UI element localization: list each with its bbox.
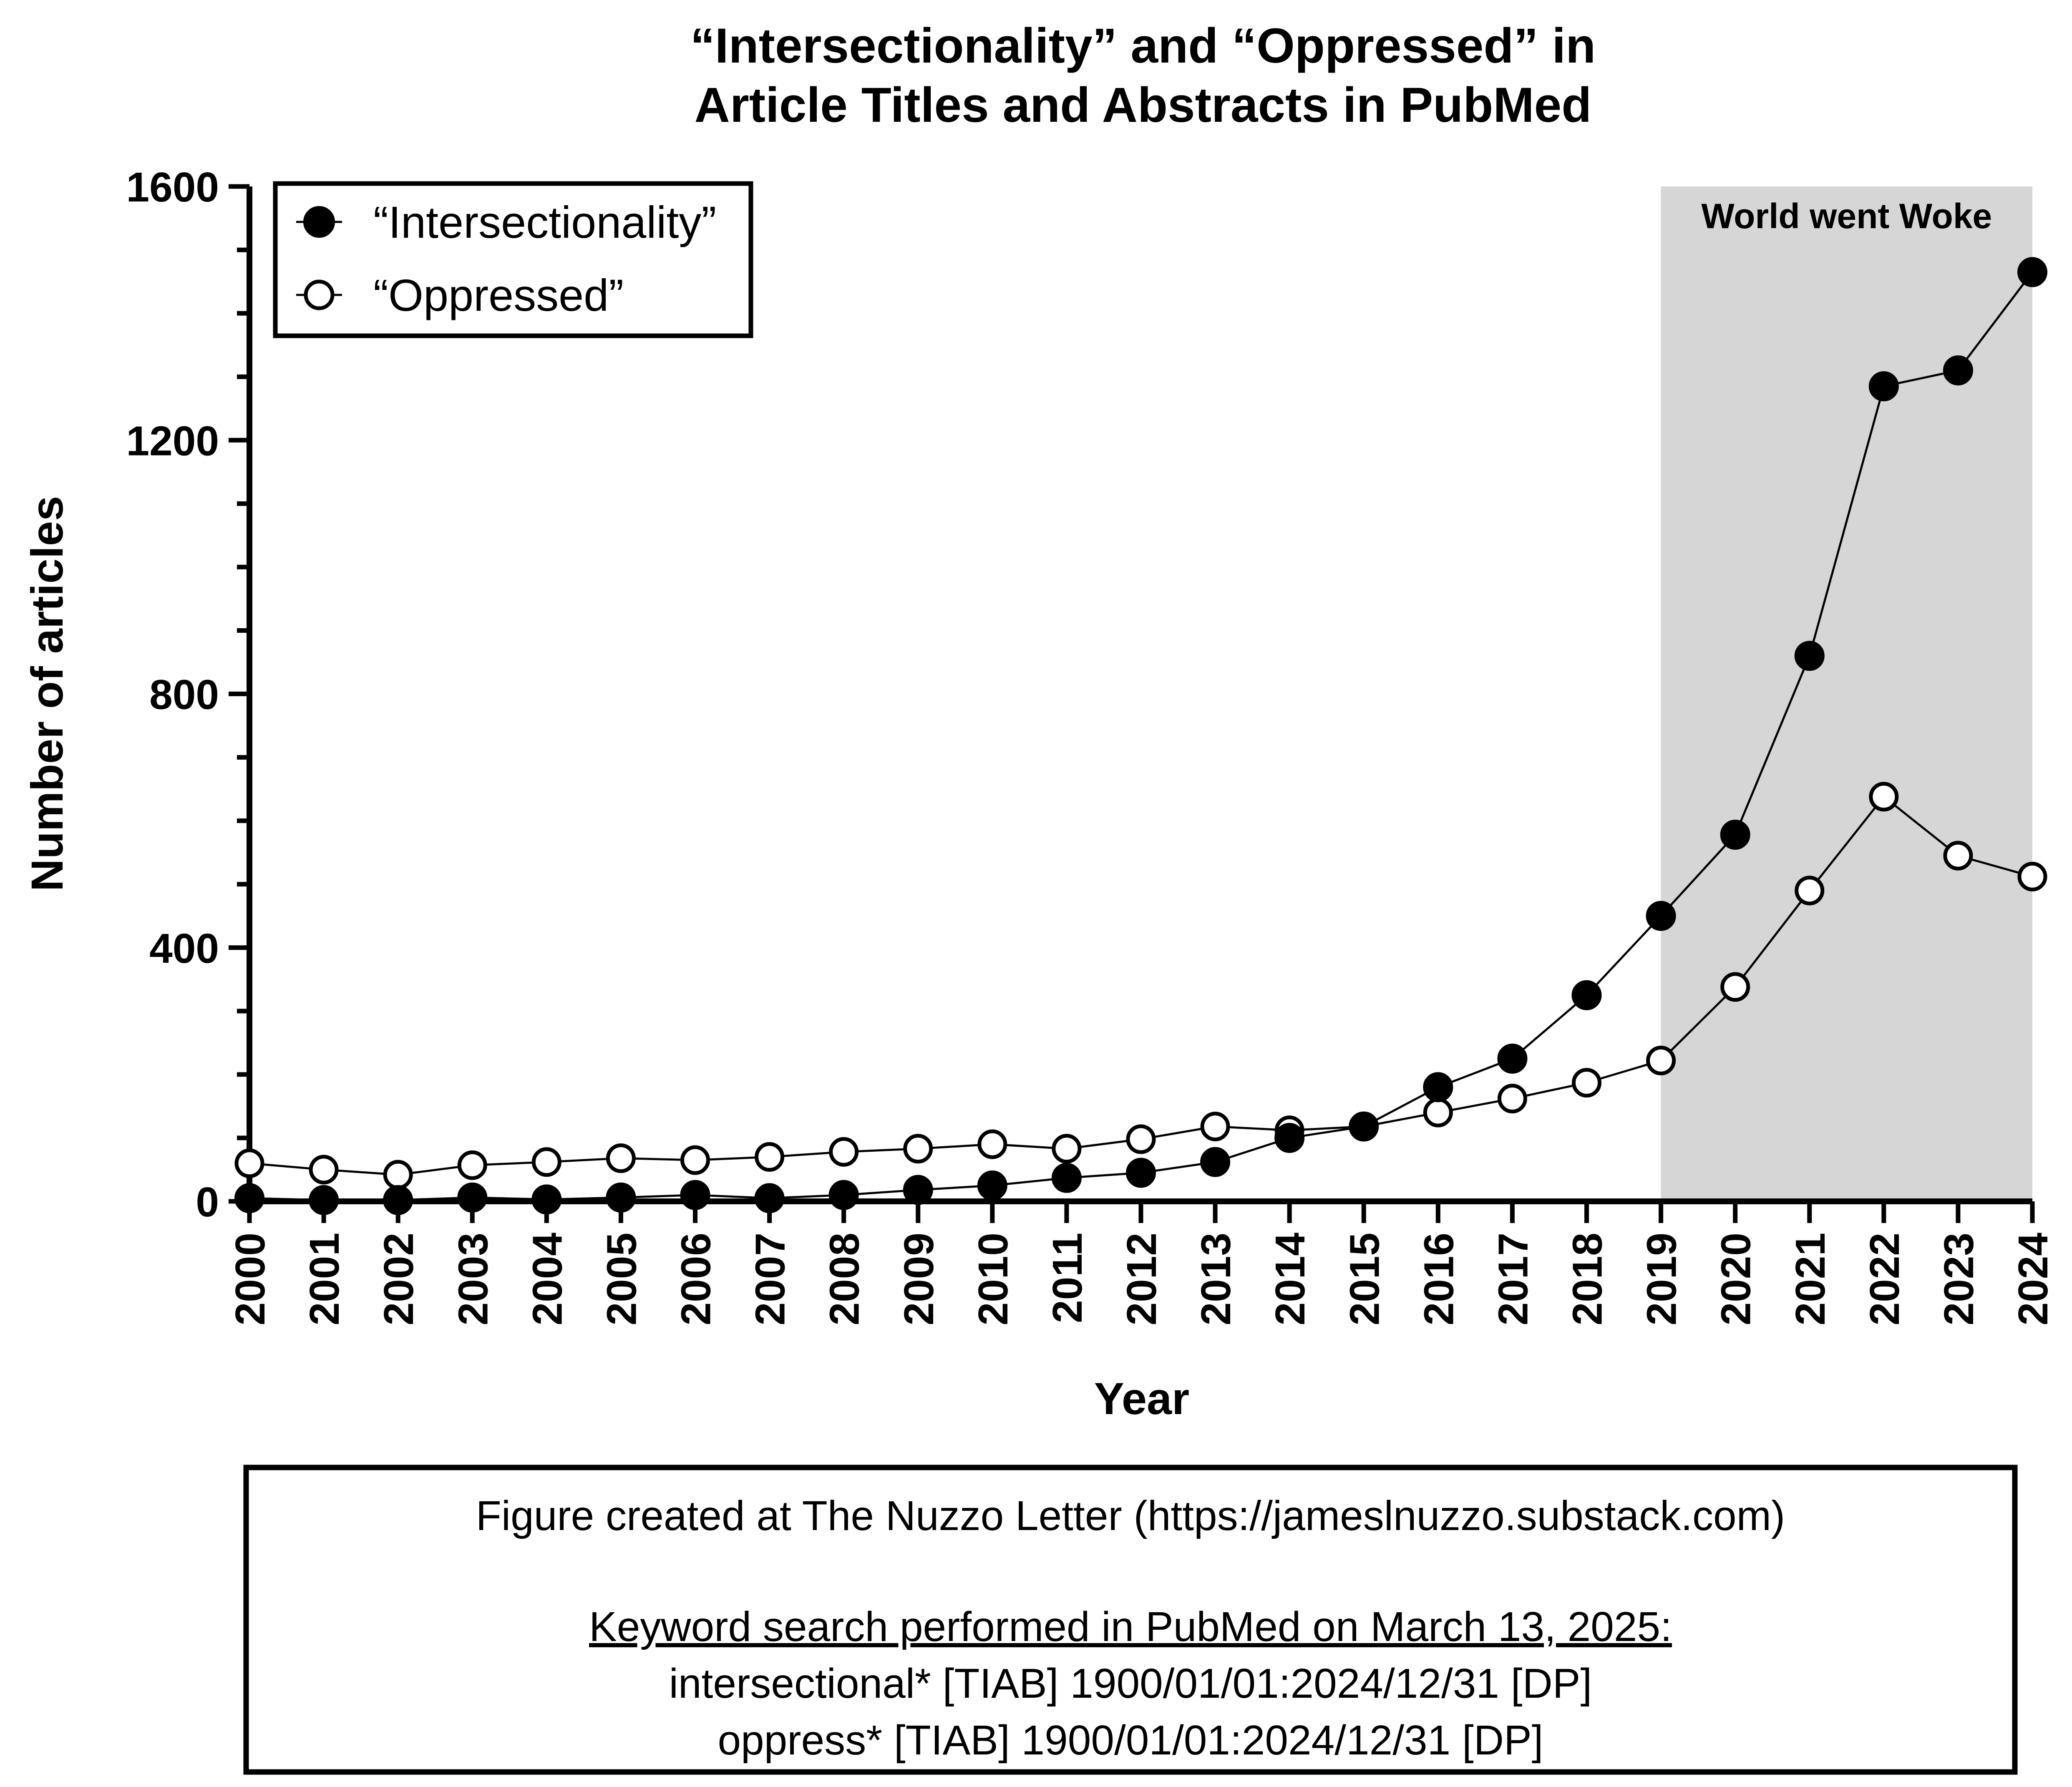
x-tick-label: 2019 — [1638, 1233, 1685, 1326]
shaded-region-world-went-woke — [1661, 186, 2032, 1201]
data-point-oppressed-2022 — [1871, 784, 1897, 810]
data-point-oppressed-2024 — [2019, 863, 2045, 889]
x-tick-label: 2009 — [895, 1233, 942, 1326]
x-tick-label: 2023 — [1935, 1233, 1982, 1326]
data-point-oppressed-2020 — [1722, 974, 1748, 1000]
data-point-oppressed-2010 — [979, 1131, 1005, 1157]
legend-oppressed-marker — [306, 282, 332, 308]
data-point-intersectionality-2021 — [1796, 642, 1823, 669]
data-point-intersectionality-2004 — [533, 1185, 560, 1213]
x-tick-label: 2006 — [672, 1233, 720, 1326]
x-tick-label: 2000 — [227, 1233, 274, 1326]
data-point-oppressed-2013 — [1202, 1114, 1228, 1140]
legend-intersectionality-marker — [305, 208, 333, 236]
data-point-oppressed-2007 — [757, 1144, 783, 1170]
data-point-intersectionality-2016 — [1424, 1073, 1452, 1101]
data-point-oppressed-2000 — [237, 1150, 262, 1176]
y-tick-label: 400 — [149, 925, 219, 972]
data-point-intersectionality-2020 — [1722, 821, 1749, 848]
x-tick-label: 2012 — [1118, 1233, 1165, 1326]
data-point-intersectionality-2024 — [2019, 258, 2046, 286]
data-point-intersectionality-2000 — [236, 1184, 263, 1212]
x-tick-label: 2001 — [301, 1233, 348, 1326]
x-tick-label: 2011 — [1044, 1233, 1091, 1323]
data-point-intersectionality-2001 — [310, 1186, 337, 1214]
data-point-oppressed-2021 — [1797, 878, 1823, 904]
x-tick-label: 2003 — [450, 1233, 497, 1326]
data-point-oppressed-2009 — [905, 1136, 931, 1162]
footnote-query-1: intersectional* [TIAB] 1900/01/01:2024/12/31 [DP] — [669, 1660, 1592, 1707]
data-point-intersectionality-2015 — [1350, 1113, 1377, 1140]
footnote-search-heading: Keyword search performed in PubMed on March 13, 2025: — [589, 1603, 1672, 1650]
x-tick-label: 2013 — [1193, 1233, 1240, 1326]
y-tick-label: 800 — [149, 671, 219, 718]
x-tick-label: 2015 — [1341, 1233, 1388, 1326]
data-point-oppressed-2023 — [1945, 843, 1971, 868]
x-tick-label: 2022 — [1861, 1233, 1908, 1326]
data-point-oppressed-2002 — [385, 1162, 411, 1188]
x-tick-label: 2008 — [821, 1233, 868, 1326]
data-point-intersectionality-2012 — [1127, 1159, 1155, 1187]
x-tick-label: 2004 — [524, 1233, 571, 1326]
data-point-intersectionality-2013 — [1201, 1148, 1229, 1176]
data-point-intersectionality-2003 — [458, 1184, 486, 1211]
x-tick-label: 2020 — [1712, 1233, 1760, 1326]
data-point-intersectionality-2005 — [607, 1184, 634, 1211]
x-tick-label: 2024 — [2010, 1233, 2057, 1326]
data-point-intersectionality-2010 — [979, 1172, 1006, 1199]
data-point-oppressed-2003 — [459, 1152, 485, 1178]
data-point-oppressed-2004 — [534, 1149, 559, 1175]
legend — [275, 184, 751, 336]
footnote — [246, 1467, 2015, 1772]
data-point-oppressed-2011 — [1054, 1136, 1080, 1162]
x-tick-label: 2016 — [1415, 1233, 1463, 1326]
data-point-intersectionality-2023 — [1944, 357, 1972, 384]
y-tick-label: 1600 — [126, 164, 219, 211]
data-point-intersectionality-2017 — [1498, 1045, 1526, 1072]
x-axis-title: Year — [1094, 1373, 1190, 1424]
data-point-oppressed-2005 — [608, 1145, 634, 1171]
y-tick-label: 1200 — [126, 418, 219, 465]
data-point-intersectionality-2022 — [1870, 373, 1898, 400]
data-point-intersectionality-2002 — [384, 1186, 412, 1214]
data-point-intersectionality-2008 — [830, 1181, 858, 1209]
data-point-intersectionality-2009 — [904, 1176, 932, 1204]
data-point-oppressed-2001 — [311, 1157, 337, 1183]
legend-oppressed-label: “Oppressed” — [373, 270, 624, 320]
data-point-intersectionality-2011 — [1053, 1164, 1080, 1192]
data-point-oppressed-2006 — [682, 1147, 708, 1173]
data-point-oppressed-2018 — [1574, 1070, 1600, 1096]
footnote-credit: Figure created at The Nuzzo Letter (https://jameslnuzzo.substack.com) — [476, 1493, 1785, 1539]
shaded-region-label: World went Woke — [1701, 196, 1992, 236]
x-tick-label: 2017 — [1490, 1233, 1537, 1326]
data-point-intersectionality-2007 — [756, 1184, 783, 1212]
y-axis-title: Number of articles — [22, 496, 72, 892]
data-point-oppressed-2008 — [831, 1139, 857, 1165]
y-tick-label: 0 — [196, 1179, 219, 1226]
chart-title-line-2: Article Titles and Abstracts in PubMed — [694, 78, 1592, 133]
footnote-query-2: oppress* [TIAB] 1900/01/01:2024/12/31 [DP] — [718, 1717, 1543, 1764]
x-tick-label: 2014 — [1267, 1233, 1314, 1326]
data-point-oppressed-2016 — [1425, 1100, 1451, 1125]
x-tick-label: 2005 — [598, 1233, 645, 1326]
data-point-oppressed-2017 — [1499, 1086, 1525, 1112]
legend-intersectionality-label: “Intersectionality” — [373, 197, 717, 247]
data-point-intersectionality-2014 — [1276, 1124, 1303, 1152]
data-point-oppressed-2012 — [1128, 1126, 1154, 1152]
chart-title-line-1: “Intersectionality” and “Oppressed” in — [690, 18, 1596, 73]
data-point-intersectionality-2019 — [1647, 902, 1675, 930]
data-point-intersectionality-2006 — [682, 1181, 709, 1209]
x-tick-label: 2007 — [747, 1233, 794, 1326]
x-tick-label: 2002 — [375, 1233, 423, 1326]
x-tick-label: 2018 — [1564, 1233, 1611, 1326]
x-tick-label: 2021 — [1787, 1233, 1834, 1326]
data-point-oppressed-2019 — [1648, 1047, 1674, 1073]
data-point-intersectionality-2018 — [1573, 982, 1601, 1009]
x-tick-label: 2010 — [969, 1233, 1017, 1326]
